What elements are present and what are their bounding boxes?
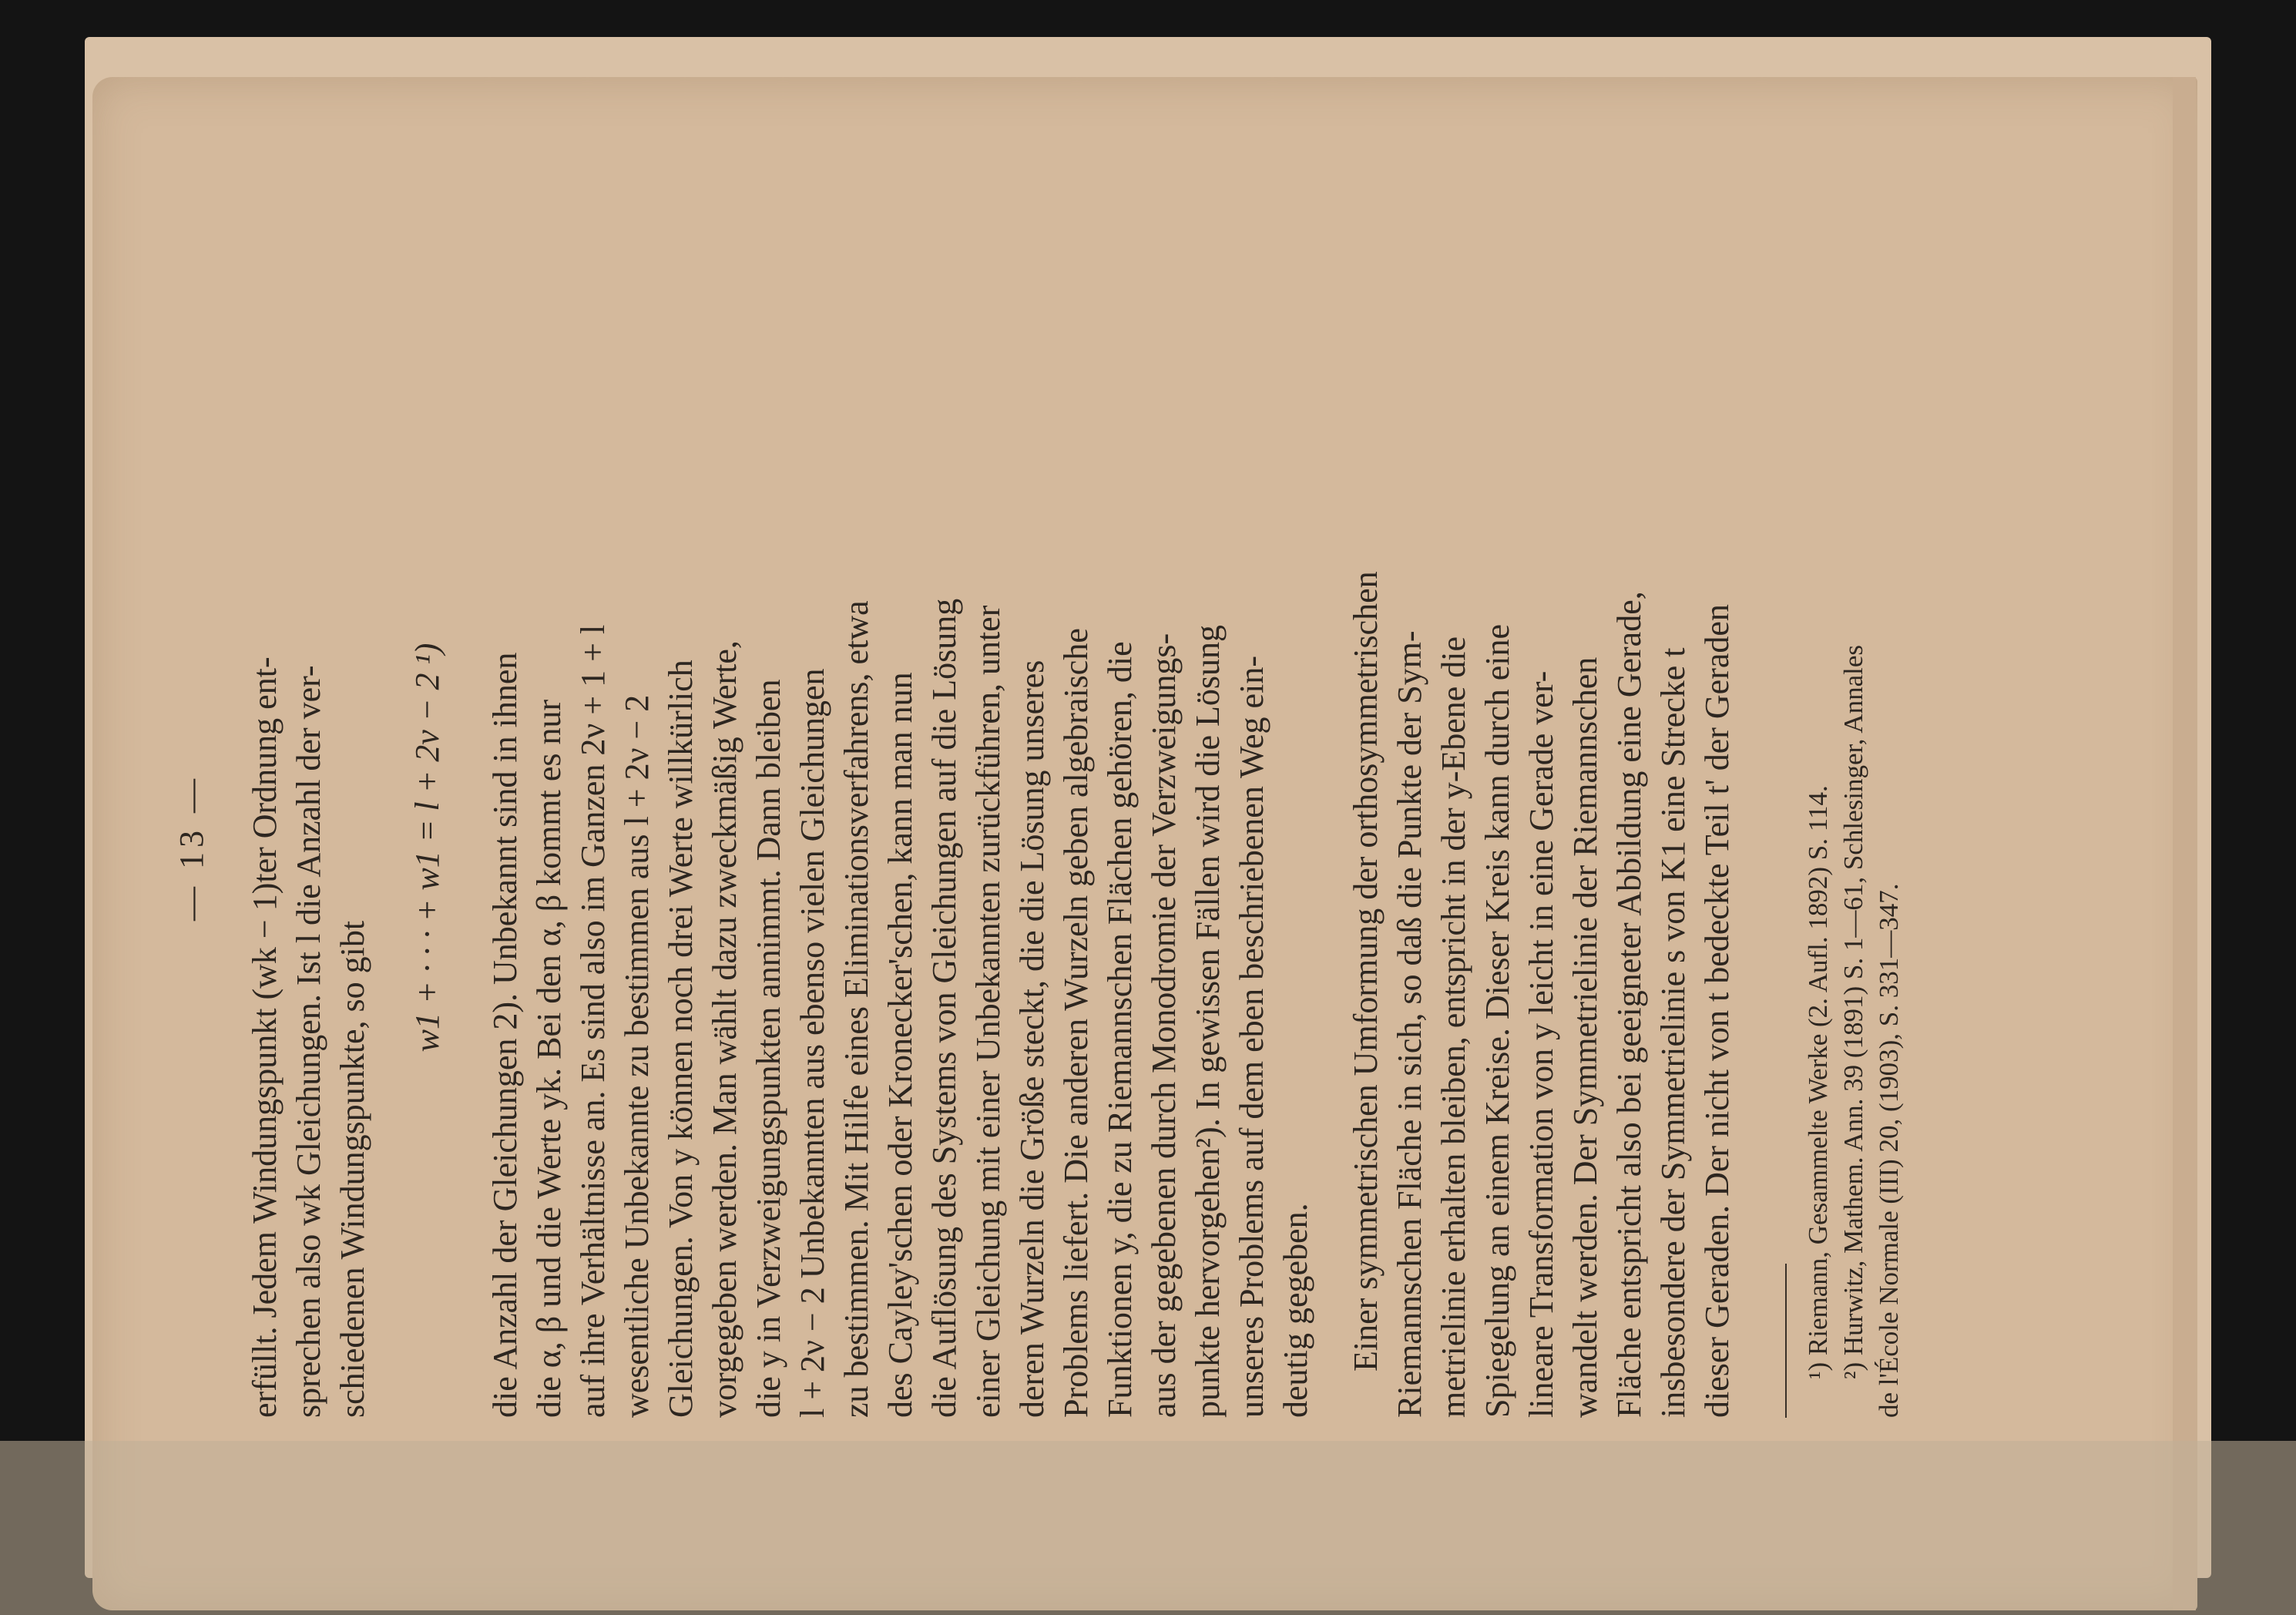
footnote-divider bbox=[1785, 1264, 1787, 1418]
text-line: deren Wurzeln die Größe steckt, die die Lösung unseres bbox=[1013, 660, 1051, 1418]
text-line: aus der gegebenen durch Monodromie der Verzweigungs- bbox=[1145, 633, 1183, 1418]
text-line: wesentliche Unbekannte zu bestimmen aus l + 2ν − 2 bbox=[618, 694, 656, 1418]
text-line: die Auflösung des Systems von Gleichungen auf die Lösung bbox=[925, 598, 963, 1418]
text-line: einer Gleichung mit einer Unbekannten zurückführen, unter bbox=[969, 605, 1007, 1418]
text-line: die y in Verzweigungspunkten annimmt. Dann bleiben bbox=[750, 679, 787, 1418]
intro-paragraph bbox=[243, 277, 374, 1418]
text-line: auf ihre Verhältnisse an. Es sind also im Ganzen 2ν + 1 + l bbox=[574, 624, 612, 1418]
text-line: vorgegeben werden. Man wählt dazu zweckmäßig Werte, bbox=[706, 640, 744, 1418]
text-line: Spiegelung an einem Kreise. Dieser Kreis kann durch eine bbox=[1479, 624, 1516, 1418]
text-line: Einer symmetrischen Umformung der orthosymmetrischen bbox=[1347, 571, 1385, 1372]
text-line: die Anzahl der Gleichungen 2). Unbekannt sind in ihnen bbox=[486, 652, 524, 1418]
binding-strip bbox=[0, 1441, 2296, 1615]
equation: w1 + · · · + w1 = l + 2ν − 2 ¹) bbox=[408, 643, 446, 1053]
text-line: Fläche entspricht also bei geeigneter Abbildung eine Gerade, bbox=[1610, 591, 1648, 1418]
page-fold-shadow bbox=[2173, 77, 2196, 1610]
intro-line: sprechen also wk Gleichungen. Ist l die Anzahl der ver- bbox=[290, 665, 327, 1418]
text-line: metrielinie erhalten bleiben, entspricht in der y-Ebene die bbox=[1435, 636, 1472, 1418]
footnotes bbox=[1801, 277, 1907, 1418]
intro-line: schiedenen Windungspunkte, so gibt bbox=[334, 920, 371, 1418]
footnote-1: ¹) Riemann, Gesammelte Werke (2. Aufl. 1892) S. 114. bbox=[1803, 785, 1833, 1379]
text-line: wandelt werden. Der Symmetrielinie der Riemannschen bbox=[1566, 656, 1604, 1418]
text-line: Funktionen y, die zu Riemannschen Flächen gehören, die bbox=[1101, 641, 1139, 1418]
footnote-2: ²) Hurwitz, Mathem. Ann. 39 (1891) S. 1—61, Schlesinger, Annales bbox=[1838, 645, 1868, 1379]
paragraph-gap bbox=[1318, 277, 1344, 1418]
text-line: die α, β und die Werte yk. Bei den α, β kommt es nur bbox=[530, 699, 568, 1418]
text-line: Problems liefert. Die anderen Wurzeln geben algebraische bbox=[1057, 628, 1095, 1418]
text-line: insbesondere der Symmetrielinie s von K1 eine Strecke t bbox=[1654, 647, 1692, 1418]
text-line: des Cayley'schen oder Kronecker'schen, kann man nun bbox=[881, 672, 919, 1418]
text-line: dieser Geraden. Der nicht von t bedeckte Teil t' der Geraden bbox=[1698, 604, 1736, 1418]
paragraph-symmetry bbox=[1344, 277, 1739, 1418]
text-line: l + 2ν − 2 Unbekannten aus ebenso vielen Gleichungen bbox=[794, 668, 831, 1418]
paragraph-unknowns bbox=[483, 277, 1318, 1418]
intro-line: erfüllt. Jedem Windungspunkt (wk − 1)ter Ordnung ent- bbox=[246, 656, 284, 1418]
text-line: unseres Problems auf dem eben beschriebenen Weg ein- bbox=[1233, 656, 1271, 1418]
text-line: lineare Transformation von y leicht in eine Gerade ver- bbox=[1522, 670, 1560, 1418]
text-line: punkte hervorgehen²). In gewissen Fällen wird die Lösung bbox=[1189, 624, 1227, 1418]
page-text-block bbox=[170, 277, 2126, 1418]
text-line: Gleichungen. Von y können noch drei Werte willkürlich bbox=[662, 660, 700, 1418]
text-line: zu bestimmen. Mit Hilfe eines Eliminationsverfahrens, etwa bbox=[838, 600, 875, 1418]
footnote-2-continued: de l'École Normale (III) 20, (1903), S. 331—347. bbox=[1874, 883, 1904, 1418]
text-line: Riemannschen Fläche in sich, so daß die Punkte der Sym- bbox=[1391, 630, 1428, 1418]
page-number: — 13 — bbox=[173, 774, 210, 921]
text-line: deutig gegeben. bbox=[1277, 1203, 1314, 1418]
